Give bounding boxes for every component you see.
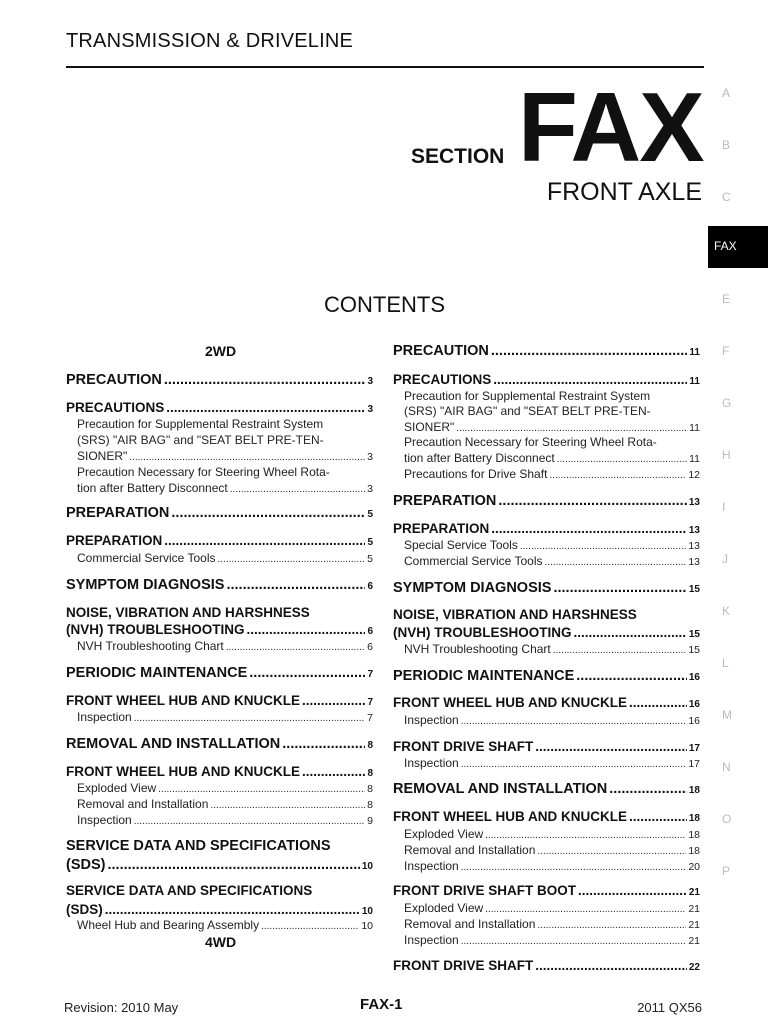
- tab-fax[interactable]: FAX: [708, 226, 768, 268]
- toc-entry-line: NOISE, VIBRATION AND HARSHNESS: [66, 605, 310, 620]
- group-heading-4wd: 4WD: [205, 934, 237, 950]
- toc-entry[interactable]: FRONT WHEEL HUB AND KNUCKLE ..... 16: [393, 695, 700, 710]
- toc-entry-line: Precaution Necessary for Steering Wheel Rota-: [404, 435, 657, 449]
- toc-entry[interactable]: SYMPTOM DIAGNOSIS ..... 15: [393, 580, 700, 596]
- toc-entry[interactable]: Inspection ..... 20: [393, 859, 700, 873]
- toc-entry[interactable]: Exploded View ..... 18: [393, 827, 700, 841]
- toc-entry[interactable]: (SDS) ..... 10: [66, 857, 373, 873]
- toc-entry[interactable]: Special Service Tools ..... 13: [393, 538, 700, 552]
- toc-entry[interactable]: NVH Troubleshooting Chart ..... 6: [66, 639, 373, 653]
- tab-f[interactable]: F: [722, 344, 730, 358]
- tab-g[interactable]: G: [722, 396, 732, 410]
- tab-j[interactable]: J: [722, 552, 728, 566]
- toc-entry[interactable]: Wheel Hub and Bearing Assembly ..... 10: [66, 918, 373, 932]
- toc-entry[interactable]: FRONT WHEEL HUB AND KNUCKLE ..... 8: [66, 764, 373, 779]
- toc-entry-line: NOISE, VIBRATION AND HARSHNESS: [393, 607, 637, 622]
- toc-entry[interactable]: REMOVAL AND INSTALLATION ..... 8: [66, 736, 373, 752]
- tab-n[interactable]: N: [722, 760, 731, 774]
- tab-e[interactable]: E: [722, 292, 731, 306]
- toc-entry-line: SERVICE DATA AND SPECIFICATIONS: [66, 838, 331, 854]
- toc-entry-line: SERVICE DATA AND SPECIFICATIONS: [66, 883, 313, 898]
- tab-b[interactable]: B: [722, 138, 731, 152]
- tab-l[interactable]: L: [722, 656, 729, 670]
- toc-entry[interactable]: Commercial Service Tools ..... 13: [393, 554, 700, 568]
- section-name: FRONT AXLE: [546, 178, 702, 206]
- tab-o[interactable]: O: [722, 812, 732, 826]
- tab-i[interactable]: I: [722, 500, 726, 514]
- toc-entry[interactable]: FRONT WHEEL HUB AND KNUCKLE ..... 7: [66, 693, 373, 708]
- toc-entry[interactable]: FRONT WHEEL HUB AND KNUCKLE ..... 18: [393, 809, 700, 824]
- toc-entry[interactable]: Inspection ..... 17: [393, 756, 700, 770]
- toc-entry[interactable]: PREPARATION ..... 5: [66, 533, 373, 548]
- toc-entry[interactable]: Inspection ..... 16: [393, 713, 700, 727]
- toc-entry[interactable]: FRONT DRIVE SHAFT BOOT ..... 21: [393, 883, 700, 898]
- tab-a[interactable]: A: [722, 86, 731, 100]
- toc-entry[interactable]: PRECAUTIONS ..... 3: [66, 400, 373, 415]
- toc-entry[interactable]: PRECAUTION ..... 3: [66, 372, 373, 388]
- toc-entry-line: Precaution for Supplemental Restraint System: [404, 389, 651, 403]
- toc-entry[interactable]: Exploded View ..... 21: [393, 901, 700, 915]
- toc-entry[interactable]: tion after Battery Disconnect ..... 11: [393, 451, 700, 465]
- toc-entry[interactable]: SYMPTOM DIAGNOSIS ..... 6: [66, 577, 373, 593]
- section-label: SECTION: [411, 145, 505, 168]
- toc-entry[interactable]: PREPARATION ..... 5: [66, 505, 373, 521]
- tab-c[interactable]: C: [722, 190, 731, 204]
- header-rule: [66, 66, 704, 68]
- toc-entry[interactable]: PREPARATION ..... 13: [393, 493, 700, 509]
- tab-m[interactable]: M: [722, 708, 732, 722]
- toc-entry[interactable]: REMOVAL AND INSTALLATION ..... 18: [393, 781, 700, 797]
- toc-entry[interactable]: PRECAUTION ..... 11: [393, 343, 700, 359]
- toc-entry[interactable]: Exploded View ..... 8: [66, 781, 373, 795]
- toc-entry[interactable]: PRECAUTIONS ..... 11: [393, 372, 700, 387]
- toc-entry[interactable]: SIONER" ..... 3: [66, 449, 373, 463]
- toc-entry[interactable]: NVH Troubleshooting Chart ..... 15: [393, 642, 700, 656]
- toc-entry[interactable]: FRONT DRIVE SHAFT ..... 22: [393, 958, 700, 973]
- header-title: TRANSMISSION & DRIVELINE: [66, 30, 354, 52]
- contents-title: CONTENTS: [324, 292, 445, 317]
- toc-entry[interactable]: Removal and Installation ..... 21: [393, 917, 700, 931]
- toc-entry-line: (SRS) "AIR BAG" and "SEAT BELT PRE-TEN-: [77, 433, 324, 447]
- toc-entry[interactable]: Precautions for Drive Shaft ..... 12: [393, 467, 700, 481]
- toc-entry[interactable]: Removal and Installation ..... 18: [393, 843, 700, 857]
- toc-entry[interactable]: Removal and Installation ..... 8: [66, 797, 373, 811]
- group-heading-2wd: 2WD: [205, 343, 237, 359]
- tab-p[interactable]: P: [722, 864, 731, 878]
- footer-revision: Revision: 2010 May: [64, 1000, 179, 1015]
- tab-k[interactable]: K: [722, 604, 731, 618]
- toc-entry[interactable]: SIONER" ..... 11: [393, 420, 700, 434]
- footer-page-number: FAX-1: [360, 996, 403, 1013]
- section-code: FAX: [518, 72, 703, 182]
- toc-entry[interactable]: (NVH) TROUBLESHOOTING ..... 15: [393, 625, 700, 640]
- toc-entry-line: Precaution for Supplemental Restraint System: [77, 417, 324, 431]
- toc-entry[interactable]: Inspection ..... 21: [393, 933, 700, 947]
- toc-entry[interactable]: Inspection ..... 9: [66, 813, 373, 827]
- toc-entry[interactable]: FRONT DRIVE SHAFT ..... 17: [393, 739, 700, 754]
- toc-entry[interactable]: tion after Battery Disconnect ..... 3: [66, 481, 373, 495]
- toc-entry-line: (SRS) "AIR BAG" and "SEAT BELT PRE-TEN-: [404, 404, 651, 418]
- toc-entry[interactable]: (NVH) TROUBLESHOOTING ..... 6: [66, 622, 373, 637]
- toc-entry[interactable]: PERIODIC MAINTENANCE ..... 16: [393, 668, 700, 684]
- tab-h[interactable]: H: [722, 448, 731, 462]
- toc-entry-line: Precaution Necessary for Steering Wheel Rota-: [77, 465, 330, 479]
- toc-entry[interactable]: Commercial Service Tools ..... 5: [66, 551, 373, 565]
- toc-entry[interactable]: (SDS) ..... 10: [66, 902, 373, 917]
- toc-entry[interactable]: Inspection ..... 7: [66, 710, 373, 724]
- footer-model: 2011 QX56: [637, 1000, 702, 1015]
- toc-entry[interactable]: PREPARATION ..... 13: [393, 521, 700, 536]
- toc-entry[interactable]: PERIODIC MAINTENANCE ..... 7: [66, 665, 373, 681]
